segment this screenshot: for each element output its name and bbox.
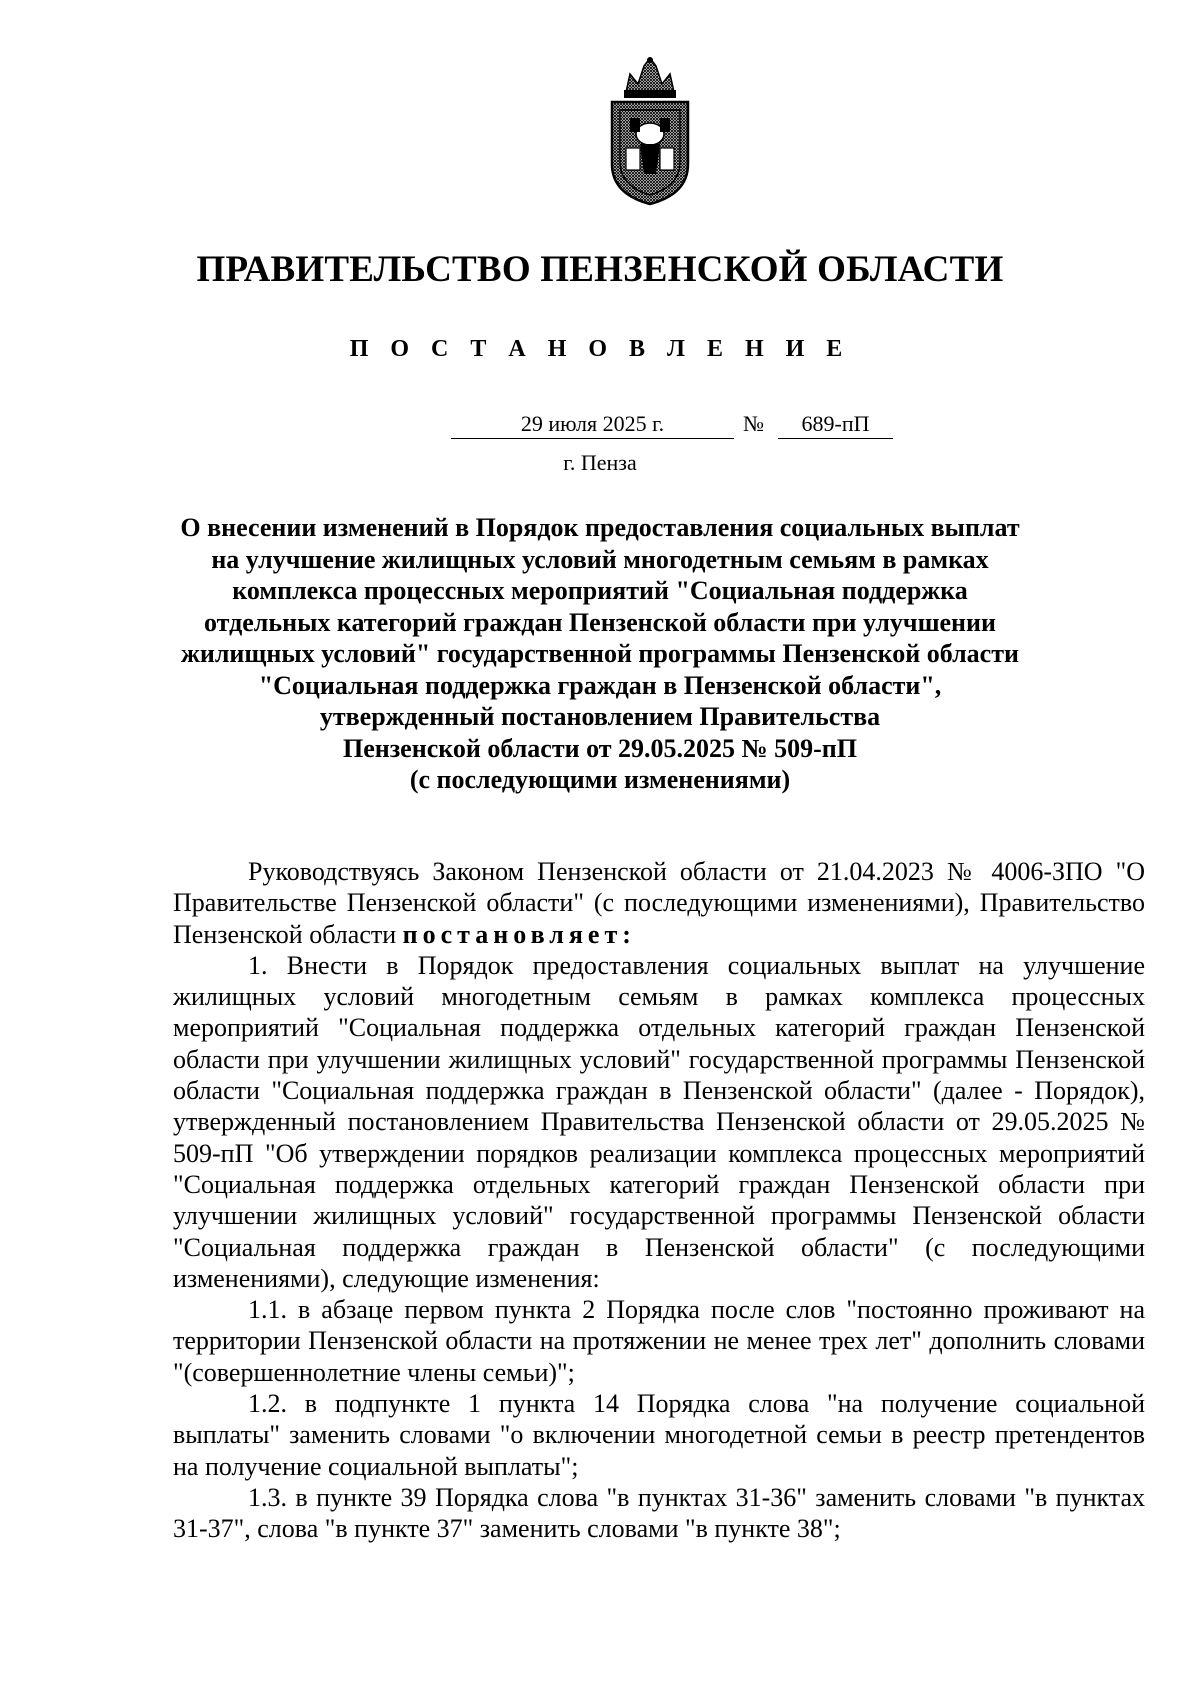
document-city: г. Пенза xyxy=(563,450,637,475)
decree-word: постановляет: xyxy=(402,919,636,949)
document-body xyxy=(173,856,1145,1545)
heading-line: утвержденный постановлением Правительства xyxy=(319,702,881,731)
paragraph-1-3: 1.3. в пункте 39 Порядка слова "в пунктах 31-36" заменить словами "в пунктах 31-37", слова "в пункте 37" заменить словами "в пункте 38"; xyxy=(173,1482,1145,1544)
heading-line: (с последующими изменениями) xyxy=(409,765,791,794)
heading-line: О внесении изменений в Порядок предоставления социальных выплат xyxy=(180,513,1020,542)
heading-line: на улучшение жилищных условий многодетным семьям в рамках xyxy=(211,544,989,574)
document-date: 29 июля 2025 г. xyxy=(451,410,734,439)
document-number: 689-пП xyxy=(778,410,893,439)
government-title: ПРАВИТЕЛЬСТВО ПЕНЗЕНСКОЙ ОБЛАСТИ xyxy=(196,249,1004,290)
paragraph-1-2: 1.2. в подпункте 1 пункта 14 Порядка слова "на получение социальной выплаты" заменить словами "о включении многодетной семьи в реестр претендентов на получение социальной выплаты"; xyxy=(173,1389,1145,1481)
coat-of-arms-icon xyxy=(606,56,694,206)
heading-line: отдельных категорий граждан Пензенской области при улучшении xyxy=(203,607,996,637)
paragraph-1: 1. Внести в Порядок предоставления социальных выплат на улучшение жилищных условий многодетным семьям в рамках комплекса процессных мероприятий "Социальная поддержка отдельных категорий граждан Пензенской области при улучшении жилищных условий" государственной программы Пензенской области "Социальная поддержка граждан в Пензенской области" (далее - Порядок), утвержденный постановлением Правительства Пензенской области от 29.05.2025 № 509-пП "Об утверждении порядков реализации комплекса процессных мероприятий "Социальная поддержка отдельных категорий граждан Пензенской области при улучшении жилищных условий" государственной программы Пензенской области "Социальная поддержка граждан в Пензенской области" (с последующими изменениями), следующие изменения: xyxy=(173,950,1145,1293)
heading-line: Пензенской области от 29.05.2025 № 509-пП xyxy=(342,733,858,763)
paragraph-1-1: 1.1. в абзаце первом пункта 2 Порядка после слов "постоянно проживают на территории Пензенской области на протяжении не менее трех лет" дополнить словами "(совершеннолетние члены семьи)"; xyxy=(173,1295,1145,1387)
document-type: П О С Т А Н О В Л Е Н И Е xyxy=(349,336,851,362)
heading-line: "Социальная поддержка граждан в Пензенской области", xyxy=(258,670,942,700)
number-sign: № xyxy=(743,411,764,436)
document-heading xyxy=(150,512,1050,796)
intro-text: Руководствуясь Законом Пензенской области от 21.04.2023 № 4006-ЗПО "О Правительстве Пензенской области" (с последующими изменениями), Правительство Пензенской области xyxy=(173,857,1145,949)
intro-paragraph xyxy=(173,856,1145,950)
heading-line: жилищных условий" государственной программы Пензенской области xyxy=(181,639,1019,668)
heading-line: комплекса процессных мероприятий "Социальная поддержка xyxy=(232,576,968,605)
